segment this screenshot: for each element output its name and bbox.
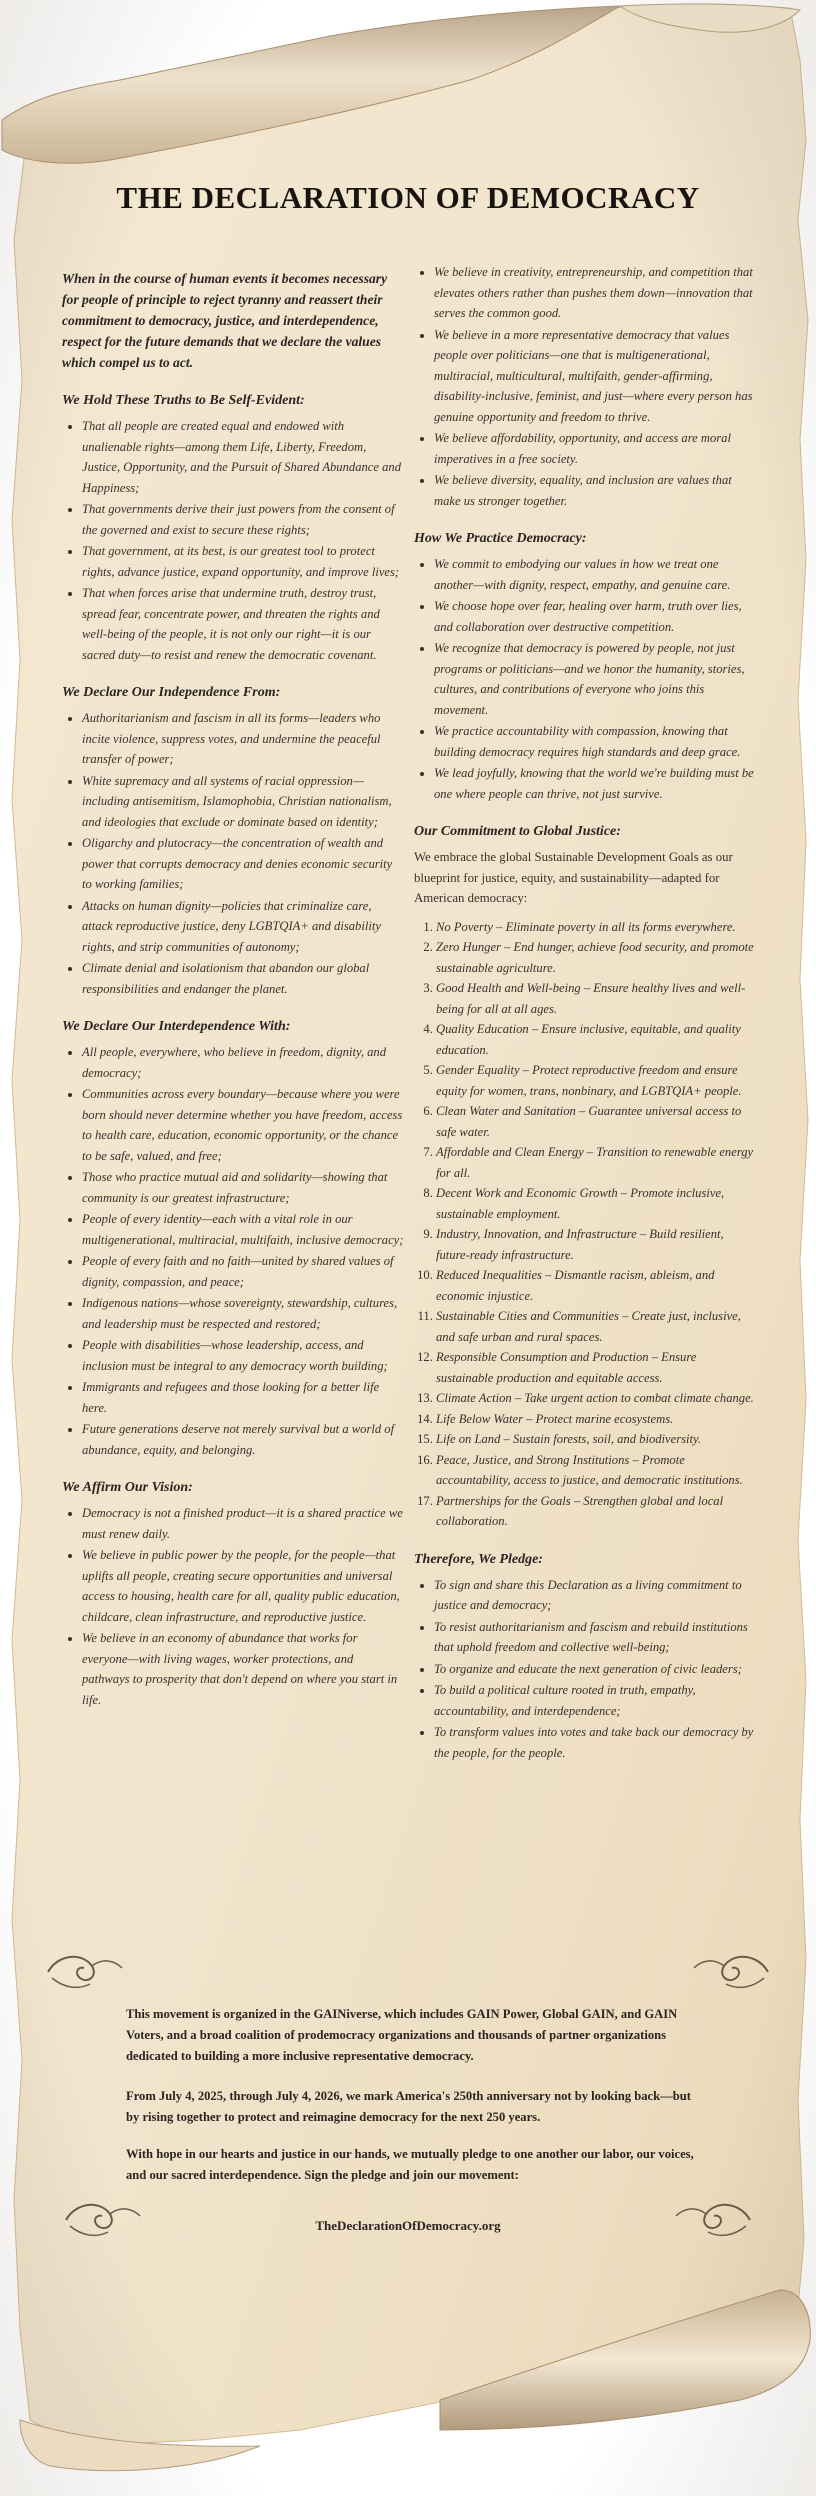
global-justice-text: We embrace the global Sustainable Development Goals as our blueprint for justice, equity, and sustainability—adapted for American democracy: [414, 850, 733, 905]
list-item: • All people, everywhere, who believe in freedom, dignity, and democracy; [82, 1042, 404, 1083]
independence-section [62, 683, 404, 999]
goal-item: 16. Peace, Justice, and Strong Institutions – Promote accountability, access to justice, and democratic institutions. [436, 1450, 756, 1491]
list-item: • People of every faith and no faith—united by shared values of dignity, compassion, and peace; [82, 1251, 404, 1292]
pledge-section [414, 1550, 756, 1764]
global-justice-section [414, 822, 756, 1532]
list-item: • That all people are created equal and endowed with unalienable rights—among them Life, Liberty, Freedom, Justice, Opportunity, and the Pursuit of Shared Abundance and Happiness; [82, 416, 404, 498]
goal-item: 14. Life Below Water – Protect marine ecosystems. [436, 1409, 756, 1430]
truths-heading: We Hold These Truths to Be Self-Evident: [62, 393, 305, 408]
goal-item: 15. Life on Land – Sustain forests, soil, and biodiversity. [436, 1429, 756, 1450]
list-item: • Democracy is not a finished product—it is a shared practice we must renew daily. [82, 1503, 404, 1544]
goal-item: 17. Partnerships for the Goals – Strengthen global and local collaboration. [436, 1491, 756, 1532]
goal-item: 12. Responsible Consumption and Production – Ensure sustainable production and equitable access. [436, 1347, 756, 1388]
list-item: • Those who practice mutual aid and solidarity—showing that community is our greatest infrastructure; [82, 1167, 404, 1208]
footer-paragraph-1: This movement is organized in the GAINiverse, which includes GAIN Power, Global GAIN, and GAIN Voters, and a broad coalition of prodemocracy organizations and thousands of partner organizations dedicated to building a more inclusive representative democracy. [126, 2007, 678, 2063]
website-link[interactable]: TheDeclarationOfDemocracy.org [315, 2218, 501, 2233]
practice-section [414, 529, 756, 804]
list-item: • We commit to embodying our values in how we treat one another—with dignity, respect, empathy, and genuine care. [434, 554, 756, 595]
list-item: • Communities across every boundary—because where you were born should never determine whether you have freedom, access to health care, education, economic opportunity, or the chance to be safe, valued, and free; [82, 1084, 404, 1166]
list-item: • We practice accountability with compassion, knowing that building democracy requires high standards and deep grace. [434, 721, 756, 762]
goal-item: 7. Affordable and Clean Energy – Transition to renewable energy for all. [436, 1142, 756, 1183]
list-item: • That government, at its best, is our greatest tool to protect rights, advance justice, expand opportunity, and improve lives; [82, 541, 404, 582]
vision-continued-section [414, 262, 756, 511]
flourish-ornament-icon [60, 2196, 146, 2242]
practice-heading: How We Practice Democracy: [414, 531, 587, 546]
list-item: • We recognize that democracy is powered by people, not just programs or politicians—and we honor the humanity, stories, cultures, and contributions of everyone who joins this movement. [434, 638, 756, 720]
footer-paragraph-2: From July 4, 2025, through July 4, 2026, we mark America's 250th anniversary not by looking back—but by rising together to protect and reimagine democracy for the next 250 years. [126, 2089, 691, 2124]
left-column [62, 262, 404, 1728]
list-item: • We choose hope over fear, healing over harm, truth over lies, and collaboration over destructive competition. [434, 596, 756, 637]
list-item: • To resist authoritarianism and fascism and rebuild institutions that uphold freedom and collective well-being; [434, 1617, 756, 1658]
interdependence-section [62, 1017, 404, 1460]
flourish-ornament-icon [690, 1948, 772, 1994]
vision-section [62, 1478, 404, 1710]
vision-heading: We Affirm Our Vision: [62, 1480, 193, 1495]
page-title: THE DECLARATION OF DEMOCRACY [116, 180, 700, 215]
list-item: • Authoritarianism and fascism in all its forms—leaders who incite violence, suppress votes, and undermine the peaceful transfer of power; [82, 708, 404, 770]
list-item: • That governments derive their just powers from the consent of the governed and exist to secure these rights; [82, 499, 404, 540]
list-item: • To organize and educate the next generation of civic leaders; [434, 1659, 756, 1680]
list-item: • To sign and share this Declaration as a living commitment to justice and democracy; [434, 1575, 756, 1616]
flourish-ornament-icon [670, 2196, 756, 2242]
list-item: • We believe in an economy of abundance that works for everyone—with living wages, worker protections, and pathways to prosperity that don't depend on where you start in life. [82, 1628, 404, 1710]
flourish-ornament-icon [44, 1948, 126, 1994]
list-item: • Oligarchy and plutocracy—the concentration of wealth and power that corrupts democracy and denies economic security to working families; [82, 833, 404, 895]
goal-item: 4. Quality Education – Ensure inclusive, equitable, and quality education. [436, 1019, 756, 1060]
list-item: • We believe in creativity, entrepreneurship, and competition that elevates others rather than pushes them down—innovation that serves the common good. [434, 262, 756, 324]
intro-paragraph: When in the course of human events it becomes necessary for people of principle to reject tyranny and reassert their commitment to democracy, justice, and interdependence, respect for the future demands that we declare the values which compel us to act. [62, 271, 388, 370]
list-item: • Future generations deserve not merely survival but a world of abundance, equity, and belonging. [82, 1419, 404, 1460]
goal-item: 13. Climate Action – Take urgent action to combat climate change. [436, 1388, 756, 1409]
independence-heading: We Declare Our Independence From: [62, 685, 281, 700]
interdependence-heading: We Declare Our Interdependence With: [62, 1019, 291, 1034]
goals-list [414, 917, 756, 1532]
goal-item: 2. Zero Hunger – End hunger, achieve food security, and promote sustainable agriculture. [436, 937, 756, 978]
goal-item: 3. Good Health and Well-being – Ensure healthy lives and well-being for all at all ages. [436, 978, 756, 1019]
list-item: • Climate denial and isolationism that abandon our global responsibilities and endanger the planet. [82, 958, 404, 999]
list-item: • People with disabilities—whose leadership, access, and inclusion must be integral to any democracy worth building; [82, 1335, 404, 1376]
list-item: • To build a political culture rooted in truth, empathy, accountability, and interdependence; [434, 1680, 756, 1721]
goal-item: 11. Sustainable Cities and Communities – Create just, inclusive, and safe urban and rural spaces. [436, 1306, 756, 1347]
goal-item: 1. No Poverty – Eliminate poverty in all its forms everywhere. [436, 917, 756, 938]
list-item: • We believe in a more representative democracy that values people over politicians—one that is multigenerational, multiracial, multicultural, multifaith, gender-affirming, disability-inclusive, feminist, and just—where every person has genuine opportunity and freedom to thrive. [434, 325, 756, 428]
list-item: • We believe affordability, opportunity, and access are moral imperatives in a free society. [434, 428, 756, 469]
list-item: • White supremacy and all systems of racial oppression—including antisemitism, Islamophobia, Christian nationalism, and ideologies that exclude or dominate based on identity; [82, 771, 404, 833]
goal-item: 9. Industry, Innovation, and Infrastructure – Build resilient, future-ready infrastructure. [436, 1224, 756, 1265]
list-item: • We believe in public power by the people, for the people—that uplifts all people, creating secure opportunities and universal access to housing, health care for all, quality public education, childcare, clean infrastructure, and reproductive justice. [82, 1545, 404, 1627]
list-item: • Indigenous nations—whose sovereignty, stewardship, cultures, and leadership must be respected and restored; [82, 1293, 404, 1334]
truths-section [62, 391, 404, 665]
list-item: • That when forces arise that undermine truth, destroy trust, spread fear, concentrate power, and threaten the rights and well-being of the people, it is not only our right—it is our sacred duty—to resist and renew the democratic covenant. [82, 583, 404, 665]
goal-item: 6. Clean Water and Sanitation – Guarantee universal access to safe water. [436, 1101, 756, 1142]
goal-item: 8. Decent Work and Economic Growth – Promote inclusive, sustainable employment. [436, 1183, 756, 1224]
list-item: • Attacks on human dignity—policies that criminalize care, attack reproductive justice, deny LGBTQIA+ and disability rights, and strip communities of autonomy; [82, 896, 404, 958]
global-justice-heading: Our Commitment to Global Justice: [414, 824, 621, 839]
goal-item: 5. Gender Equality – Protect reproductive freedom and ensure equity for women, trans, nonbinary, and LGBTQIA+ people. [436, 1060, 756, 1101]
goal-item: 10. Reduced Inequalities – Dismantle racism, ableism, and economic injustice. [436, 1265, 756, 1306]
list-item: • People of every identity—each with a vital role in our multigenerational, multiracial, multifaith, inclusive democracy; [82, 1209, 404, 1250]
pledge-heading: Therefore, We Pledge: [414, 1551, 543, 1567]
list-item: • Immigrants and refugees and those looking for a better life here. [82, 1377, 404, 1418]
footer-paragraph-3: With hope in our hearts and justice in our hands, we mutually pledge to one another our labor, our voices, and our sacred interdependence. Sign the pledge and join our movement: [126, 2147, 694, 2182]
list-item: • We believe diversity, equality, and inclusion are values that make us stronger together. [434, 470, 756, 511]
right-column [414, 262, 756, 1781]
list-item: • We lead joyfully, knowing that the world we're building must be one where people can thrive, not just survive. [434, 763, 756, 804]
list-item: • To transform values into votes and take back our democracy by the people, for the people. [434, 1722, 756, 1763]
